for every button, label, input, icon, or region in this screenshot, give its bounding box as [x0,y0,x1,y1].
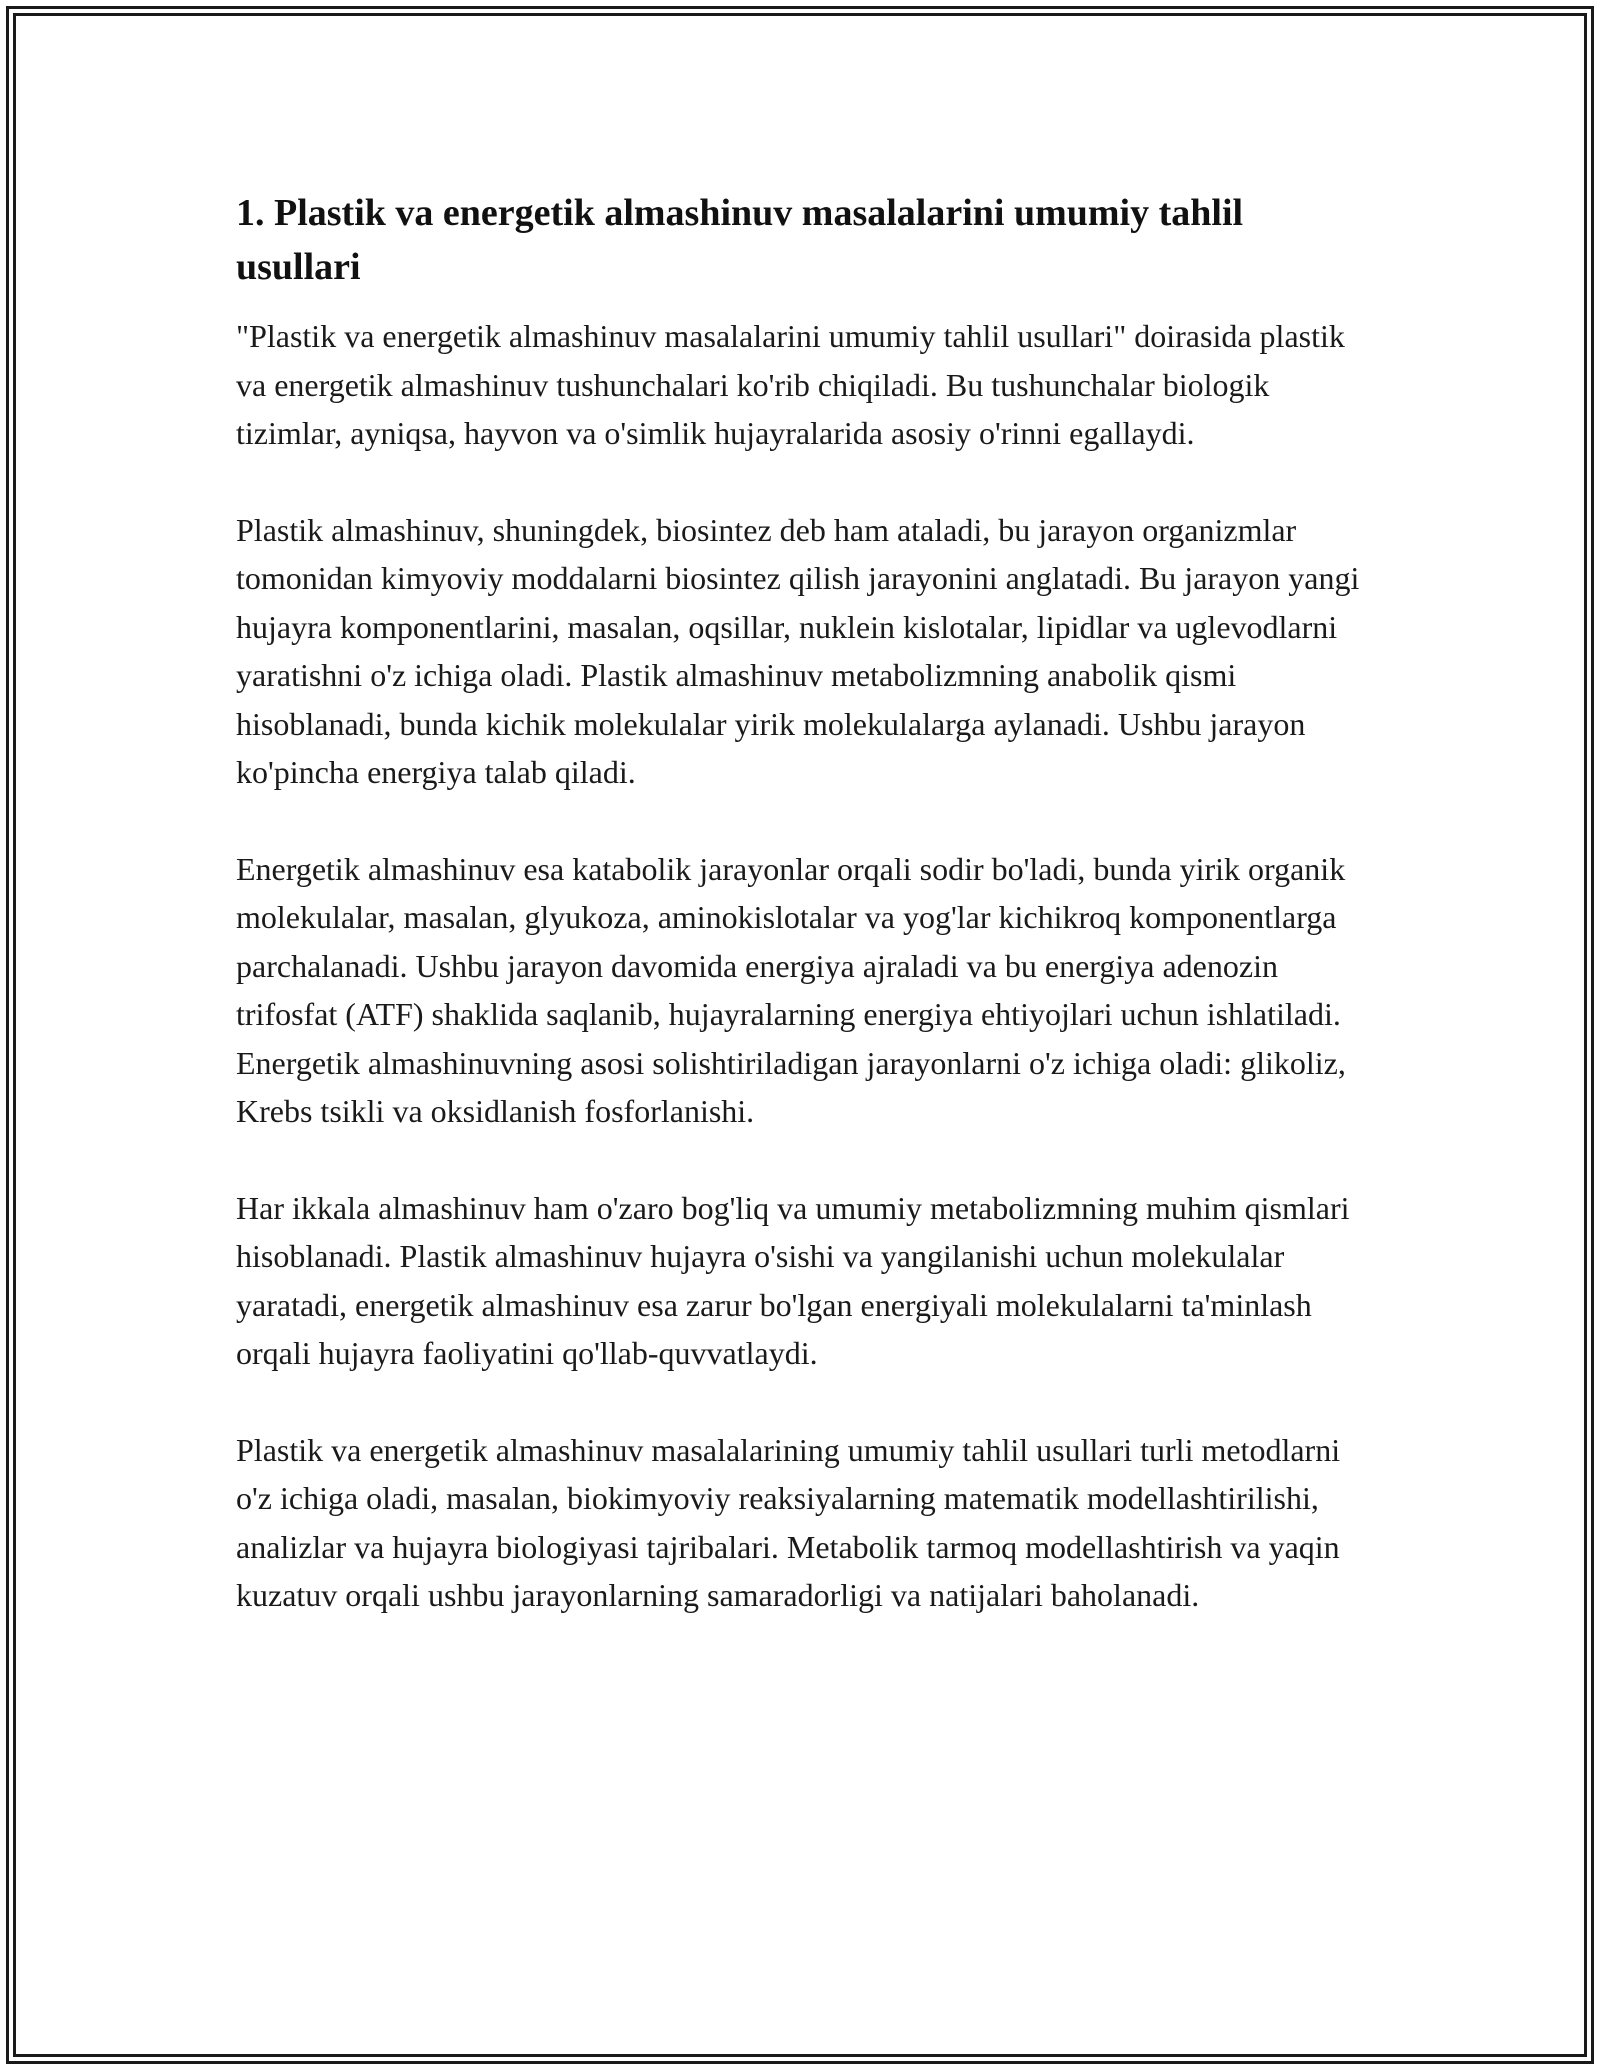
paragraph-intro: "Plastik va energetik almashinuv masalalarini umumiy tahlil usullari" doirasida plastik va energetik almashinuv tushunchalari ko'rib chiqiladi. Bu tushunchalar biologik tizimlar, ayniqsa, hayvon va o'simlik hujayralarida asosiy o'rinni egallaydi. [236,318,1345,451]
paragraph-plastic-exchange: Plastik almashinuv, shuningdek, biosintez deb ham ataladi, bu jarayon organizmlar tomonidan kimyoviy moddalarni biosintez qilish jarayonini anglatadi. Bu jarayon yangi hujayra komponentlarini, masalan, oqsillar, nuklein kislotalar, lipidlar va uglevodlarni yaratishni o'z ichiga oladi. Plastik almashinuv metabolizmning anabolik qismi hisoblanadi, bunda kichik molekulalar yirik molekulalarga aylanadi. Ushbu jarayon ko'pincha energiya talab qiladi. [236,511,1360,790]
document-body [236,186,1366,1620]
paragraph-interrelation: Har ikkala almashinuv ham o'zaro bog'liq va umumiy metabolizmning muhim qismlari hisoblanadi. Plastik almashinuv hujayra o'sishi va yangilanishi uchun molekulalar yaratadi, energetik almashinuv esa zarur bo'lgan energiyali molekulalarni ta'minlash orqali hujayra faoliyatini qo'llab-quvvatlaydi. [236,1189,1350,1371]
paragraph-analysis-methods: Plastik va energetik almashinuv masalalarining umumiy tahlil usullari turli metodlarni o'z ichiga oladi, masalan, biokimyoviy reaksiyalarning matematik modellashtirilishi, analizlar va hujayra biologiyasi tajribalari. Metabolik tarmoq modellashtirish va yaqin kuzatuv orqali ushbu jarayonlarning samaradorligi va natijalari baholanadi. [236,1431,1341,1613]
paragraph-energy-exchange: Energetik almashinuv esa katabolik jarayonlar orqali sodir bo'ladi, bunda yirik organik molekulalar, masalan, glyukoza, aminokislotalar va yog'lar kichikroq komponentlarga parchalanadi. Ushbu jarayon davomida energiya ajraladi va bu energiya adenozin trifosfat (ATF) shaklida saqlanib, hujayralarning energiya ehtiyojlari uchun ishlatiladi. Energetik almashinuvning asosi solishtiriladigan jarayonlarni o'z ichiga oladi: glikoliz, Krebs tsikli va oksidlanish fosforlanishi. [236,850,1346,1129]
document-title: 1. Plastik va energetik almashinuv masalalarini umumiy tahlil usullari [236,192,1244,288]
